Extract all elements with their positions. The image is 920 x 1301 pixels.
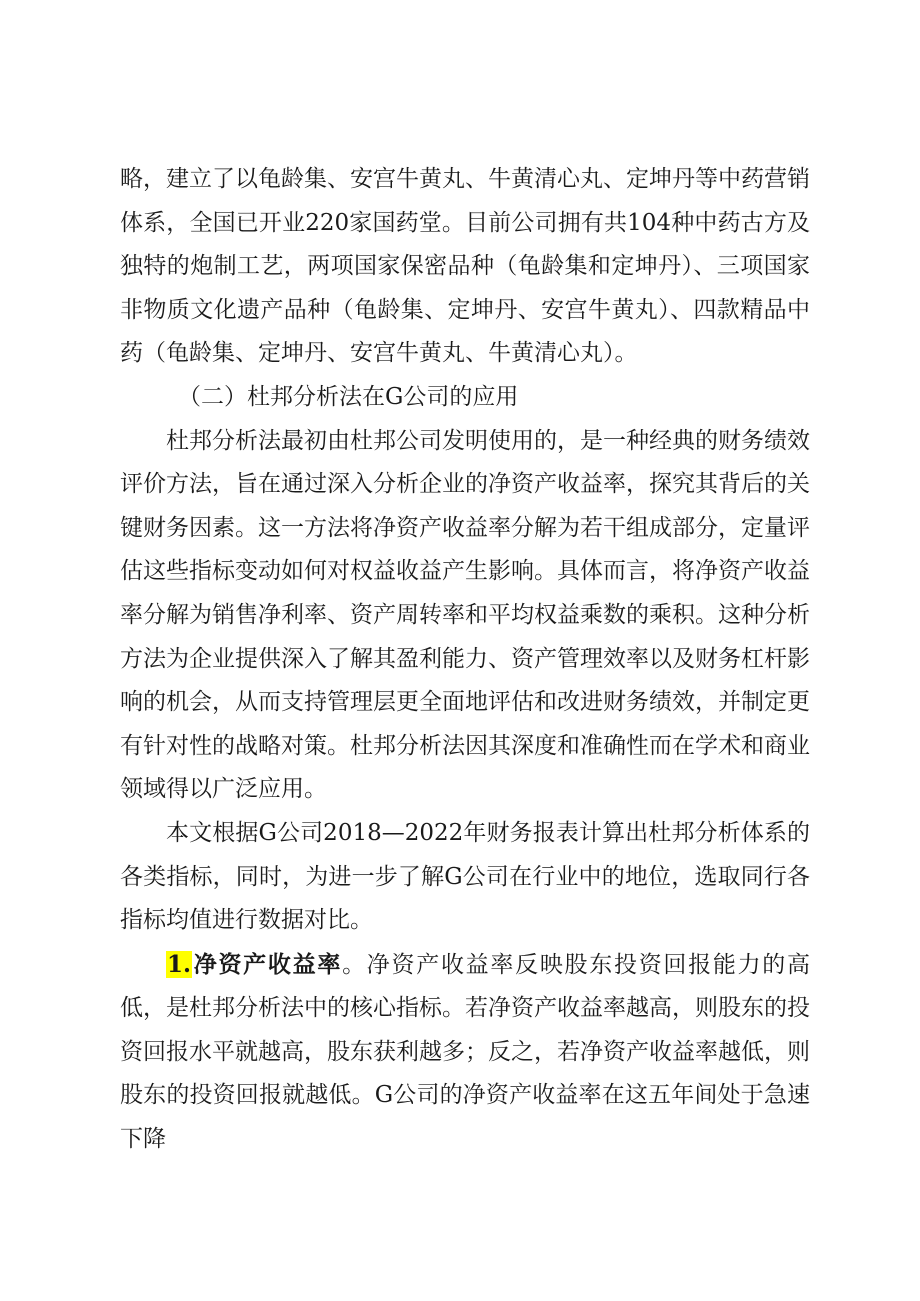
item-number-highlight: 1. <box>167 950 192 978</box>
paragraph-dupont-intro: 杜邦分析法最初由杜邦公司发明使用的，是一种经典的财务绩效评价方法，旨在通过深入分析企业的净资产收益率，探究其背后的关键财务因素。这一方法将净资产收益率分解为若干组成部分，定量评估这些指标变动如何对权益收益产生影响。具体而言，将净资产收益率分解为销售净利率、资产周转率和平均权益乘数的乘积。这种分析方法为企业提供深入了解其盈利能力、资产管理效率以及财务杠杆影响的机会，从而支持管理层更全面地评估和改进财务绩效，并制定更有针对性的战略对策。杜邦分析法因其深度和准确性而在学术和商业领域得以广泛应用。 <box>120 427 810 803</box>
section-heading: （二）杜邦分析法在G公司的应用 <box>178 383 519 410</box>
document-body <box>120 158 810 1162</box>
paragraph-continued: 略，建立了以龟龄集、安宫牛黄丸、牛黄清心丸、定坤丹等中药营销体系，全国已开业220家国药堂。目前公司拥有共104种中药古方及独特的炮制工艺，两项国家保密品种（龟龄集和定坤丹）、三项国家非物质文化遗产品种（龟龄集、定坤丹、安宫牛黄丸）、四款精品中药（龟龄集、定坤丹、安宫牛黄丸、牛黄清心丸）。 <box>120 166 810 367</box>
paragraph-item-roe <box>120 943 810 1162</box>
item-body: 。净资产收益率反映股东投资回报能力的高低，是杜邦分析法中的核心指标。若净资产收益率越高，则股东的投资回报水平就越高，股东获利越多；反之，若净资产收益率越低，则股东的投资回报就越低。G公司的净资产收益率在这五年间处于急速下降 <box>120 951 811 1153</box>
item-title: 净资产收益率 <box>192 950 343 978</box>
paragraph-data-basis: 本文根据G公司2018—2022年财务报表计算出杜邦分析体系的各类指标，同时，为进一步了解G公司在行业中的地位，选取同行各指标均值进行数据对比。 <box>120 819 810 934</box>
